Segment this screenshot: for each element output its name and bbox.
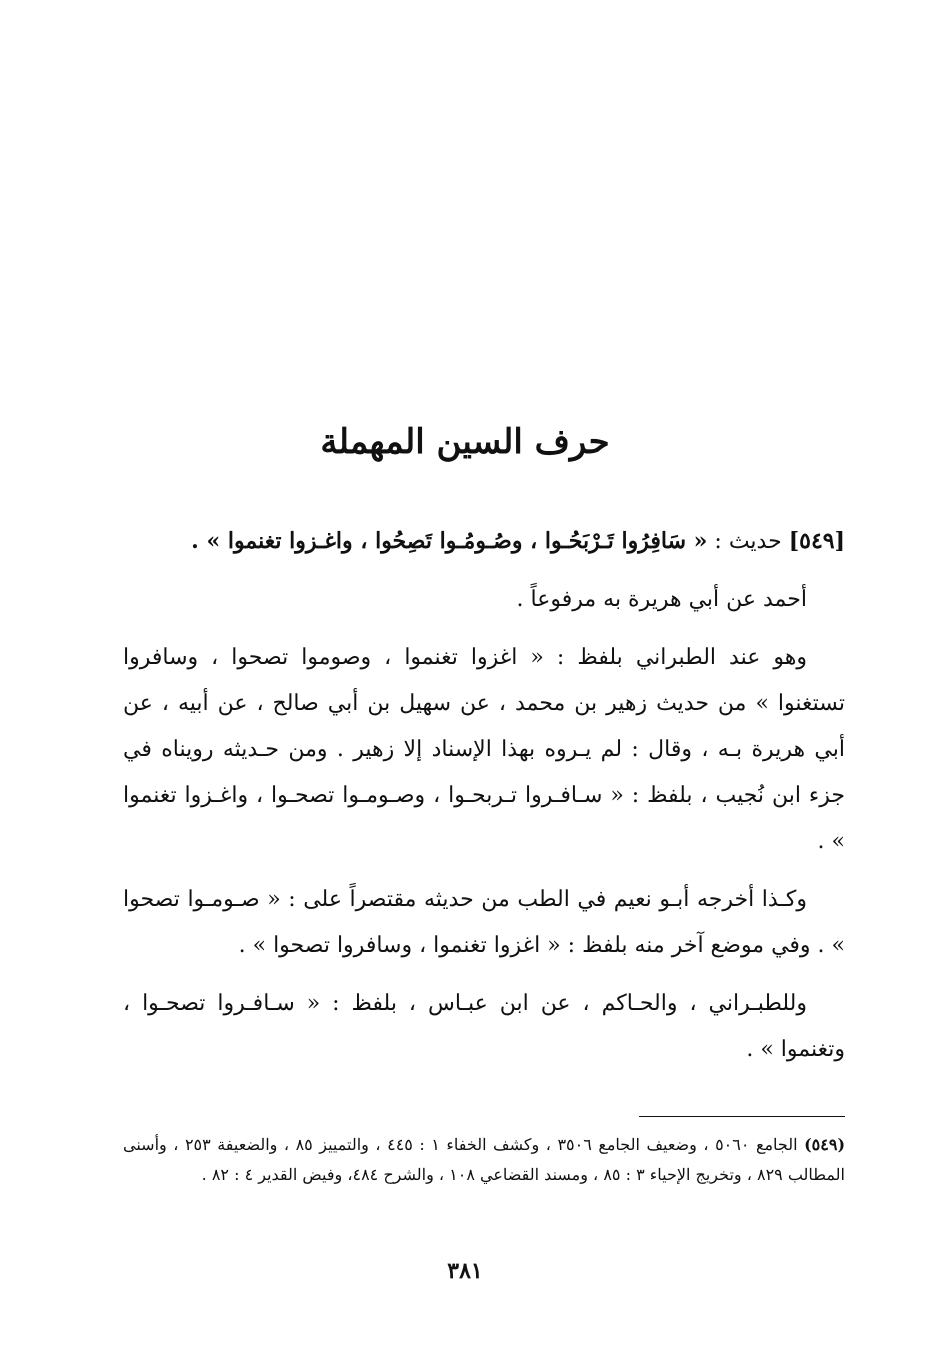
hadith-number: [٥٤٩] [788, 528, 845, 554]
hadith-intro: حديث : [714, 529, 782, 554]
footnote-number: (٥٤٩) [804, 1135, 846, 1154]
paragraph-tabarani: وهو عند الطبراني بلفظ : « اغزوا تغنموا ، وصوموا تصحوا ، وسافروا تستغنوا » من حديث زهير بن محمد ، عن سهيل بن أبي صالح ، عن أبيه ، عن أبي هريرة بـه ، وقال : لم يـروه بهذا الإسناد إلا زهير . ومن حـديثه رويناه في جزء ابن نُجيب ، بلفظ : « سـافـروا تـربحـوا ، وصـومـوا تصحـوا ، واغـزوا تغنموا » . [123, 645, 845, 854]
paragraph-ibn-abbas: وللطبـراني ، والحـاكم ، عن ابن عبـاس ، بلفظ : « سـافـروا تصحـوا ، وتغنموا » . [123, 991, 845, 1062]
footnote [123, 1130, 845, 1190]
main-text [123, 518, 845, 1085]
chapter-title: حرف السين المهملة [320, 422, 610, 462]
paragraph-takhrij-ahmad: أحمد عن أبي هريرة به مرفوعاً . [516, 587, 807, 612]
hadith-text: « سَافِرُوا تَـرْبَحُـوا ، وصُـومُـوا تَصِحُوا ، واغـزوا تغنموا » . [191, 528, 708, 554]
page-number: ٣٨١ [447, 1258, 483, 1284]
hadith-entry [123, 518, 845, 565]
paragraph-abu-nuaym: وكـذا أخرجه أبـو نعيم في الطب من حديثه مقتصراً على : « صـومـوا تصحوا » . وفي موضع آخر منه بلفظ : « اغزوا تغنموا ، وسافروا تصحوا » . [123, 887, 845, 958]
footnote-divider [639, 1116, 845, 1117]
footnote-text: الجامع ٥٠٦٠ ، وضعيف الجامع ٣٥٠٦ ، وكشف الخفاء ١ : ٤٤٥ ، والتمييز ٨٥ ، والضعيفة ٢٥٣ ، وأسنى المطالب ٨٢٩ ، وتخريج الإحياء ٣ : ٨٥ ، ومسند القضاعي ١٠٨ ، والشرح ٤٨٤، وفيض القدير ٤ : ٨٢ . [123, 1135, 845, 1184]
